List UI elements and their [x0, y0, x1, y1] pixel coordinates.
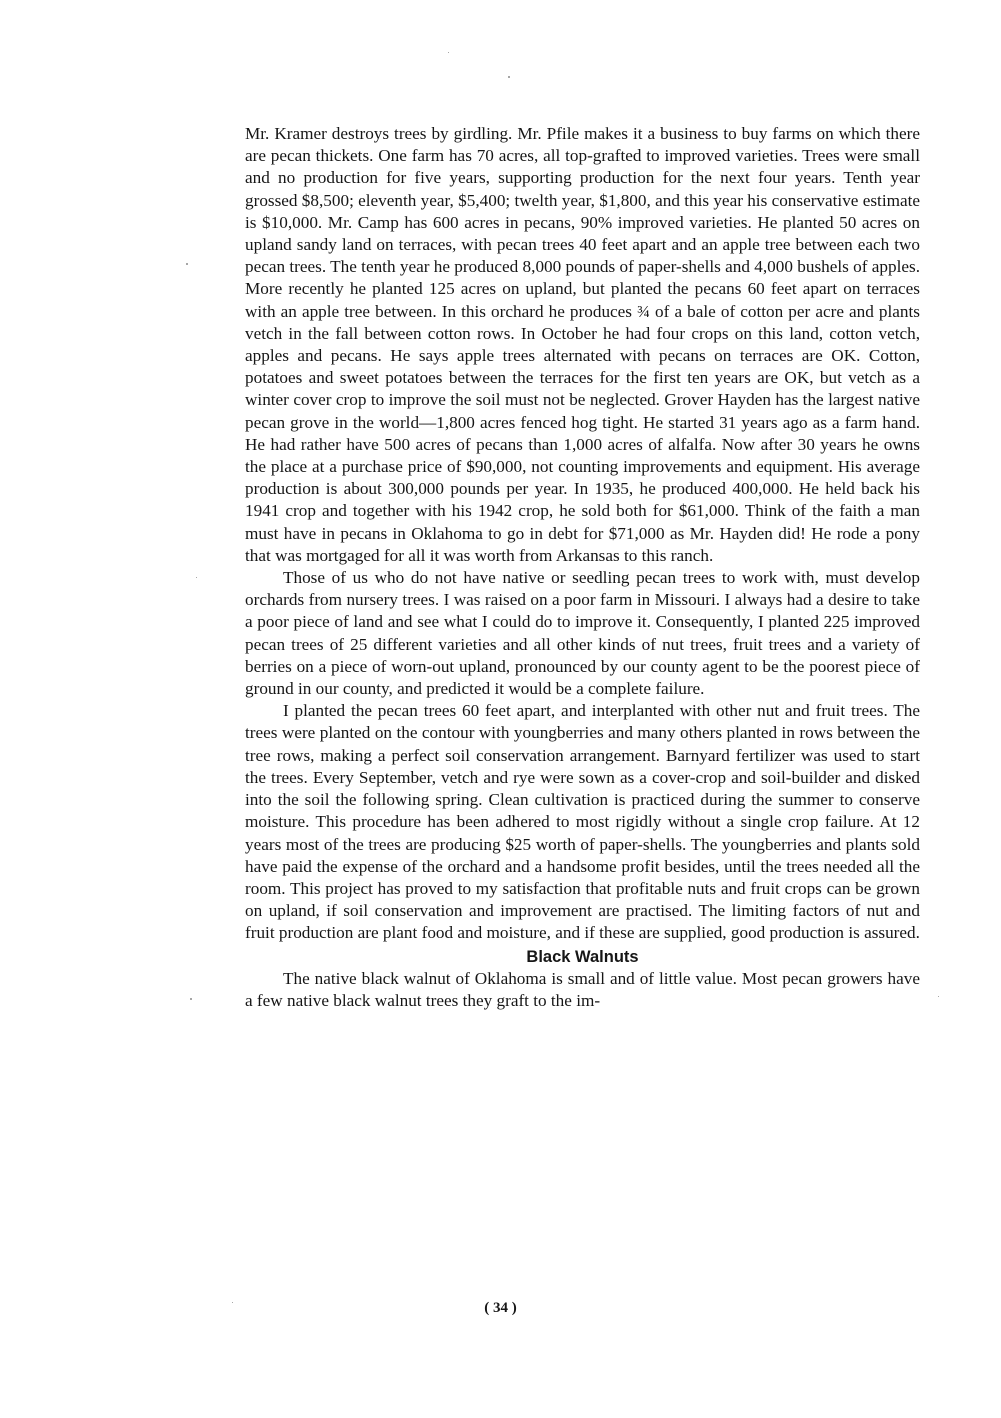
scan-speck	[508, 76, 510, 78]
paragraph-black-walnuts: The native black walnut of Oklahoma is small and of little value. Most pecan growers have a few native black walnut trees they graft to the im-	[245, 968, 920, 1010]
scan-speck	[196, 577, 197, 578]
paragraph-planting-method: I planted the pecan trees 60 feet apart, and interplanted with other nut and fruit trees. The trees were planted on the contour with youngberries and many others planted in rows between the tree rows, making a perfect soil conservation arrangement. Barnyard fertilizer was used to start the trees. Every September, vetch and rye were sown as a cover-crop and soil-builder and disked into the soil the following spring. Clean cultivation is practiced during the summer to conserve moisture. This procedure has been adhered to most rigidly without a single crop failure. At 12 years most of the trees are producing $25 worth of paper-shells. The youngberries and plants sold have paid the expense of the orchard and a handsome profit besides, until the trees needed all the room. This project has proved to my satisfaction that profitable nuts and fruit crops can be grown on upland, if soil conservation and improvement are practised. The limiting factors of nut and fruit production are plant food and moisture, and if these are supplied, good production is assured.	[245, 701, 920, 943]
body-text-column	[245, 123, 920, 1012]
paragraph-nursery-orchards: Those of us who do not have native or seedling pecan trees to work with, must develop orchards from nursery trees. I was raised on a poor farm in Missouri. I always had a desire to take a poor piece of land and see what I could do to improve it. Consequently, I planted 225 improved pecan trees of 25 different varieties and all other kinds of nut trees, fruit trees and a variety of berries on a piece of worn-out upland, pronounced by our county agent to be the poorest piece of ground in our county, and predicted it would be a complete failure.	[245, 568, 920, 699]
scan-speck	[190, 998, 192, 1000]
scan-speck	[448, 52, 449, 53]
paragraph-pecan-growers: Mr. Kramer destroys trees by girdling. Mr. Pfile makes it a business to buy farms on which there are pecan thickets. One farm has 70 acres, all top-grafted to improved varieties. Trees were small and no production for five years, supporting production for the next four years. Tenth year grossed $8,500; eleventh year, $5,400; twelth year, $1,800, and this year his conservative estimate is $10,000. Mr. Camp has 600 acres in pecans, 90% improved varieties. He planted 50 acres on upland sandy land on terraces, with pecan trees 40 feet apart and an apple tree between each two pecan trees. The tenth year he produced 8,000 pounds of paper-shells and 4,000 bushels of apples. More recently he planted 125 acres on upland, but planted the pecans 60 feet apart on terraces with an apple tree between. In this orchard he produces ¾ of a bale of cotton per acre and plants vetch in the fall between cotton rows. In October he had four crops on this land, cotton vetch, apples and pecans. He says apple trees alternated with pecans on terraces are OK. Cotton, potatoes and sweet potatoes between the terraces for the first ten years are OK, but vetch as a winter cover crop to improve the soil must not be neglected. Grover Hayden has the largest native pecan grove in the world—1,800 acres fenced hog tight. He started 31 years ago as a farm hand. He had rather have 500 acres of pecans than 1,000 acres of alfalfa. Now after 30 years he owns the place at a purchase price of $90,000, not counting improvements and equipment. His average production is about 300,000 pounds per year. In 1935, he produced 400,000. He held back his 1941 crop and together with his 1942 crop, he sold both for $61,000. Think of the faith a man must have in pecans in Oklahoma to go in debt for $71,000 as Mr. Hayden did! He rode a pony that was mortgaged for all it was worth from Arkansas to this ranch.	[245, 124, 920, 565]
section-heading-black-walnuts: Black Walnuts	[526, 947, 639, 966]
page-number: ( 34 )	[484, 1300, 517, 1316]
scan-speck	[186, 263, 188, 265]
scan-speck	[938, 996, 939, 997]
